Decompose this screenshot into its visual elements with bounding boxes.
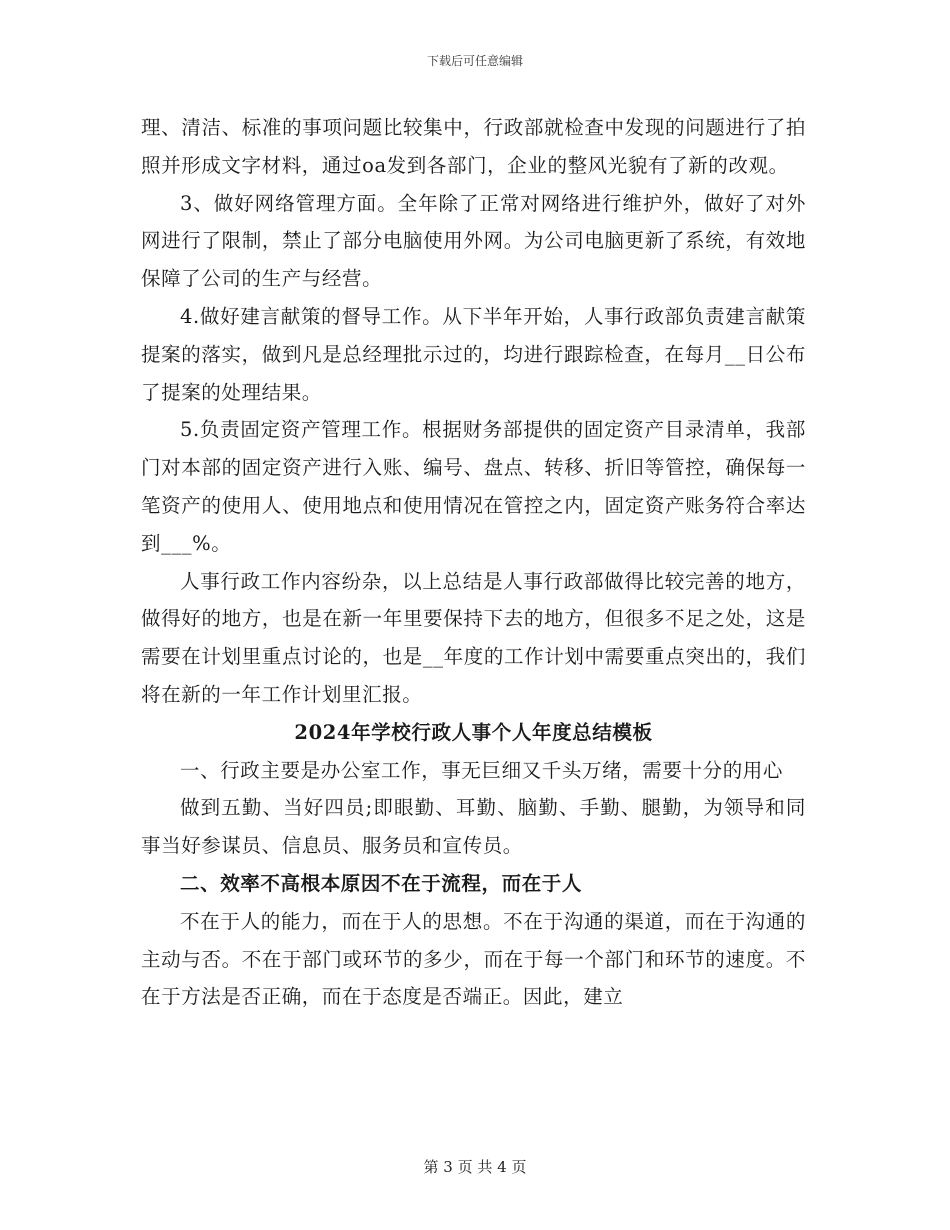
document-body <box>141 109 806 1016</box>
page-footer: 第 3 页 共 4 页 <box>423 1158 527 1176</box>
paragraph-office-work: 一、行政主要是办公室工作，事无巨细又千头万绪，需要十分的用心 <box>180 758 784 782</box>
paragraph-efficiency: 不在于人的能力，而在于人的思想。不在于沟通的渠道，而在于沟通的主动与否。不在于部门或环节的多少，而在于每一个部门和环节的速度。不在于方法是否正确，而在于态度是否端正。因此，建立 <box>141 909 806 1009</box>
section-title: 2024年学校行政人事个人年度总结模板 <box>294 720 653 744</box>
page-header: 下载后可任意编辑 <box>426 54 523 68</box>
paragraph-fixed-assets: 5.负责固定资产管理工作。根据财务部提供的固定资产目录清单，我部门对本部的固定资产进行入账、编号、盘点、转移、折旧等管控，确保每一笔资产的使用人、使用地点和使用情况在管控之内，固定资产账务符合率达到___%。 <box>141 418 806 555</box>
paragraph-network-management: 3、做好网络管理方面。全年除了正常对网络进行维护外，做好了对外网进行了限制，禁止了部分电脑使用外网。为公司电脑更新了系统，有效地保障了公司的生产与经营。 <box>141 191 806 291</box>
subheading-efficiency: 二、效率不高根本原因不在于流程，而在于人 <box>180 871 583 895</box>
paragraph-summary: 人事行政工作内容纷杂，以上总结是人事行政部做得比较完善的地方，做得好的地方，也是在新一年里要保持下去的地方，但很多不足之处，这是需要在计划里重点讨论的，也是__年度的工作计划中需要重点突出的，我们将在新的一年工作计划里汇报。 <box>141 569 806 706</box>
paragraph-suggestions: 4.做好建言献策的督导工作。从下半年开始，人事行政部负责建言献策提案的落实，做到凡是总经理批示过的，均进行跟踪检查，在每月__日公布了提案的处理结果。 <box>141 304 806 404</box>
paragraph-five-diligences: 做到五勤、当好四员;即眼勤、耳勤、脑勤、手勤、腿勤，为领导和同事当好参谋员、信息员、服务员和宣传员。 <box>141 796 806 858</box>
paragraph-continuation: 理、清洁、标准的事项问题比较集中，行政部就检查中发现的问题进行了拍照并形成文字材料，通过oa发到各部门，企业的整风光貌有了新的改观。 <box>141 116 806 177</box>
